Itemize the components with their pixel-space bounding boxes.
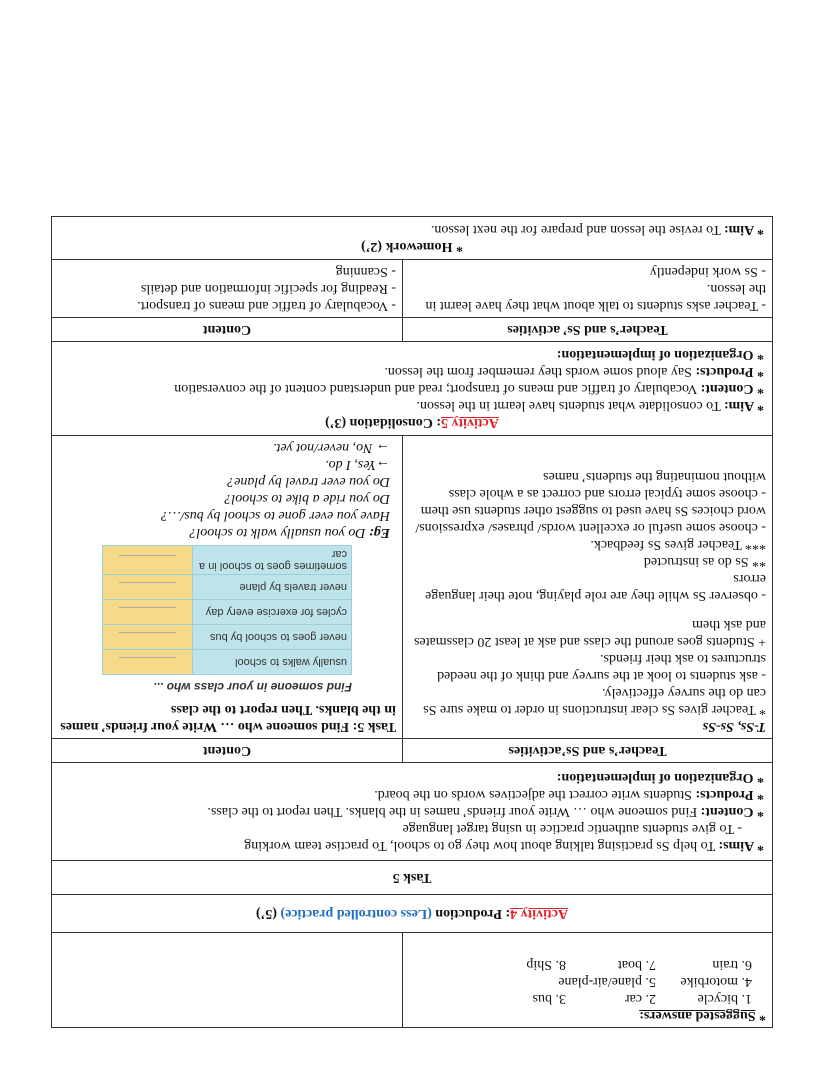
answer-line: 4. motorbike5. plane/air-plane xyxy=(558,974,752,989)
suggested-answers-cell: * Suggested answers: 1. bicycle2. car3. bus 4. motorbike5. plane/air-plane 6. train7. boat8. Ship xyxy=(403,933,773,1028)
table1-activities-cell: T-Ss, Ss-Ss * Teacher gives Ss clear instructions in order to make sure Ss can do the survey effectively. - ask students to look at the survey and think of the needed structures to ask their friends. + Students goes around the class and ask at least 20 classmates and ask them - observer Ss while they are role playing, note their language errors ** Ss do as instructed *** Teacher gives Ss feedback. - choose some useful or excellent words/ phrases/ expressions/ word choices Ss have used to suggest other students use them - choose some typical errors and correct as a whole class without nominating the students’ names xyxy=(403,436,773,739)
activity5-cell: Activity 5: Consolidation (3’) * Aim: To consolidate what students have learnt in the lesson. * Content: Vocabulary of traffic and means of transport; read and understand content of the conversation * Products: Say aloud some words they remember from the lesson. * Organization of implementation: xyxy=(52,342,773,436)
answer-line: 6. train7. boat8. Ship xyxy=(526,957,752,972)
answers-list xyxy=(409,956,766,1007)
homework-row xyxy=(52,217,773,260)
activity4-heading: Activity 4: Production (Less controlled practice) (5’) xyxy=(52,895,773,933)
empty-cell xyxy=(52,933,403,1028)
table2-body-row xyxy=(52,260,773,318)
task5-heading: Task 5 xyxy=(52,861,773,895)
task5-info-row xyxy=(52,763,773,861)
survey-row: usually walks to school xyxy=(103,650,352,675)
task5-info-cell: * Aims: To help Ss practising talking about how they go to school, To practise team working - To give students authentic practice in using target language * Content: Find someone who … Write your friends’ names in the blanks. Then report to the class. * Products: Students write correct the adjectives words on the board. * Organization of implementation: xyxy=(52,763,773,861)
table2-header-left: Teacher’s and Ss’ activities xyxy=(403,318,773,342)
table1-header-right: Content xyxy=(52,739,403,763)
task5-title: Task 5: Find someone who … Write your friends’ names in the blanks. Then report to the class xyxy=(60,702,396,734)
table1-header-left: Teacher’s and Ss’activities xyxy=(403,739,773,763)
table2-activities-cell: - Teacher asks students to talk about what they have learnt in the lesson. - Ss work indepently xyxy=(403,260,773,318)
homework-title: Homework (2’) xyxy=(361,239,453,254)
survey-row: cycles for exercise every day xyxy=(103,600,352,625)
survey-row: never travels by plane xyxy=(103,575,352,600)
survey-row: sometimes goes to school in a car xyxy=(103,546,352,575)
examples: Eg: Do you usually walk to school? Have you ever gone to school by bus/…? Do you ride a bike to school? Do you ever travel by plane? →Yes, I do. → No, never/not yet. xyxy=(161,440,390,540)
table1-header-row xyxy=(52,739,773,763)
task5-row xyxy=(52,861,773,895)
table2-header-right: Content xyxy=(52,318,403,342)
suggested-answers-title: Suggested answers: xyxy=(639,1008,756,1023)
table2-content-cell: - Vocabulary of traffic and means of transport. - Reading for specific information and details - Scanning xyxy=(52,260,403,318)
interaction-mode: T-Ss, Ss-Ss xyxy=(702,719,766,734)
survey-figure xyxy=(102,545,352,695)
survey-table xyxy=(102,545,352,675)
table1-content-cell xyxy=(52,436,403,739)
homework-cell: * Homework (2’) * Aim: To revise the lesson and prepare for the next lesson. xyxy=(52,217,773,260)
figure-title: Find someone in your class who ... xyxy=(153,680,352,694)
activity5-row xyxy=(52,342,773,436)
suggested-answers-row xyxy=(52,933,773,1028)
survey-row: never goes to school by bus xyxy=(103,625,352,650)
table1-body-row xyxy=(52,436,773,739)
answer-line: 1. bicycle2. car3. bus xyxy=(532,991,752,1006)
activity5-heading: Activity 5: Consolidation (3’) xyxy=(325,415,499,430)
organization-label: Organization of implementation: xyxy=(556,770,754,785)
activity4-row xyxy=(52,895,773,933)
table2-header-row xyxy=(52,318,773,342)
lesson-plan-table xyxy=(51,216,773,1028)
